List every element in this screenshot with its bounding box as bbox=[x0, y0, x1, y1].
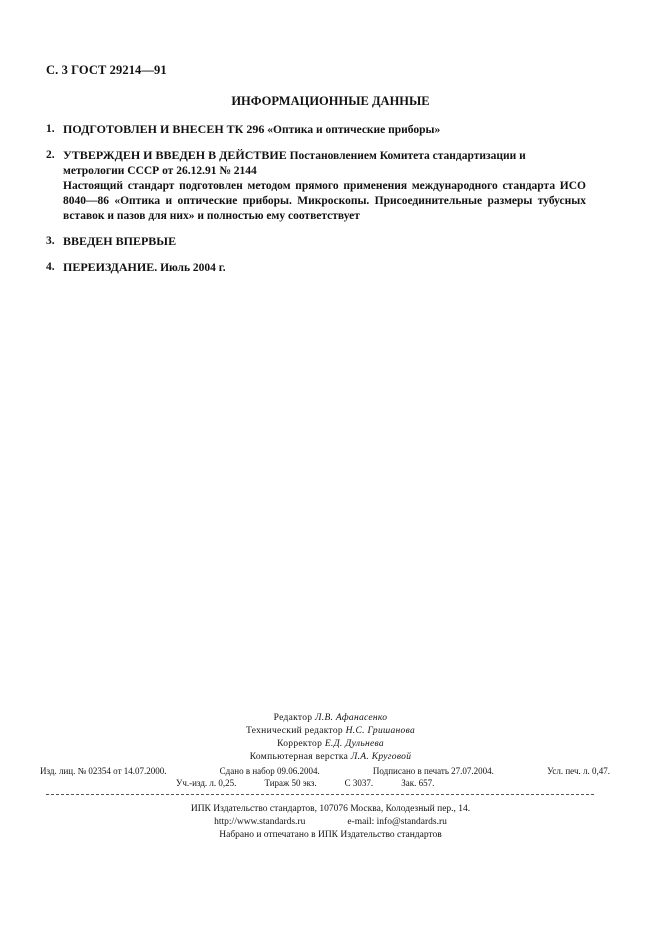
list-item bbox=[46, 260, 586, 276]
item-number: 1. bbox=[46, 123, 55, 135]
print-run: Тираж 50 экз. bbox=[264, 778, 317, 788]
item-body bbox=[63, 260, 586, 276]
credit-line bbox=[0, 738, 661, 751]
section-title: ИНФОРМАЦИОННЫЕ ДАННЫЕ bbox=[231, 94, 430, 108]
signed-date: Подписано в печать 27.07.2004. bbox=[372, 766, 494, 776]
typeset-date: Сдано в набор 09.06.2004. bbox=[219, 766, 320, 776]
printed-by: Набрано и отпечатано в ИПК Издательство стандартов bbox=[219, 830, 442, 840]
item-body bbox=[63, 234, 586, 250]
item-extra: Настоящий стандарт подготовлен методом прямого применения международного стандарта ИСО 8040—86 «Оптика и оптические приборы. Микроскопы. Присоединительные размеры тубусных вставок и пазов для них» и полностью ему соответствует bbox=[63, 180, 586, 222]
divider bbox=[46, 794, 594, 795]
page-header: С. 3 ГОСТ 29214—91 bbox=[46, 63, 167, 77]
item-number: 4. bbox=[46, 261, 55, 273]
credit-role: Корректор bbox=[277, 739, 325, 749]
credits-block bbox=[0, 712, 661, 764]
item-lead: ПОДГОТОВЛЕН И ВНЕСЕН ТК 296 bbox=[63, 122, 265, 136]
item-lead: ПЕРЕИЗДАНИЕ. bbox=[63, 260, 158, 274]
item-text: «Оптика и оптические приборы» bbox=[264, 124, 441, 136]
list-item bbox=[46, 148, 586, 224]
credit-line bbox=[0, 712, 661, 725]
item-body bbox=[63, 122, 586, 138]
publication-info bbox=[40, 765, 610, 789]
item-lead: УТВЕРЖДЕН И ВВЕДЕН В ДЕЙСТВИЕ bbox=[63, 148, 287, 162]
publisher-block bbox=[0, 803, 661, 842]
credit-name: Е.Д. Дульнева bbox=[324, 739, 384, 749]
credit-role: Редактор bbox=[273, 713, 316, 723]
item-number: 2. bbox=[46, 149, 55, 161]
list-item bbox=[46, 234, 586, 250]
pubinfo-row bbox=[40, 777, 610, 789]
credit-name: Л.А. Круговой bbox=[350, 752, 412, 762]
license-text: Изд. лиц. № 02354 от 14.07.2000. bbox=[40, 766, 167, 776]
credit-name: Н.С. Гришанова bbox=[345, 726, 415, 736]
pubinfo-row bbox=[40, 765, 610, 777]
item-text: Постановлением Комитета стандартизации и метрологии СССР от 26.12.91 № 2144 bbox=[63, 150, 526, 177]
order-number: Зак. 657. bbox=[401, 778, 435, 788]
item-lead: ВВЕДЕН ВПЕРВЫЕ bbox=[63, 234, 177, 248]
credit-role: Компьютерная верстка bbox=[249, 752, 351, 762]
credit-line bbox=[0, 751, 661, 764]
item-body bbox=[63, 148, 586, 224]
item-number: 3. bbox=[46, 235, 55, 247]
credit-role: Технический редактор bbox=[246, 726, 346, 736]
item-text: Июль 2004 г. bbox=[157, 262, 226, 274]
code-number: С 3037. bbox=[344, 778, 374, 788]
list-item bbox=[46, 122, 586, 138]
publisher-links bbox=[0, 816, 661, 829]
publish-sheets: Уч.-изд. л. 0,25. bbox=[176, 778, 237, 788]
publisher-address: ИПК Издательство стандартов, 107076 Москва, Колодезный пер., 14. bbox=[190, 804, 471, 814]
credit-name: Л.В. Афанасенко bbox=[315, 713, 388, 723]
print-sheets: Усл. печ. л. 0,47. bbox=[547, 766, 610, 776]
credit-line bbox=[0, 725, 661, 738]
info-list bbox=[46, 122, 586, 286]
publisher-url[interactable]: http://www.standards.ru bbox=[214, 817, 306, 827]
publisher-email[interactable]: e-mail: info@standards.ru bbox=[347, 817, 447, 827]
